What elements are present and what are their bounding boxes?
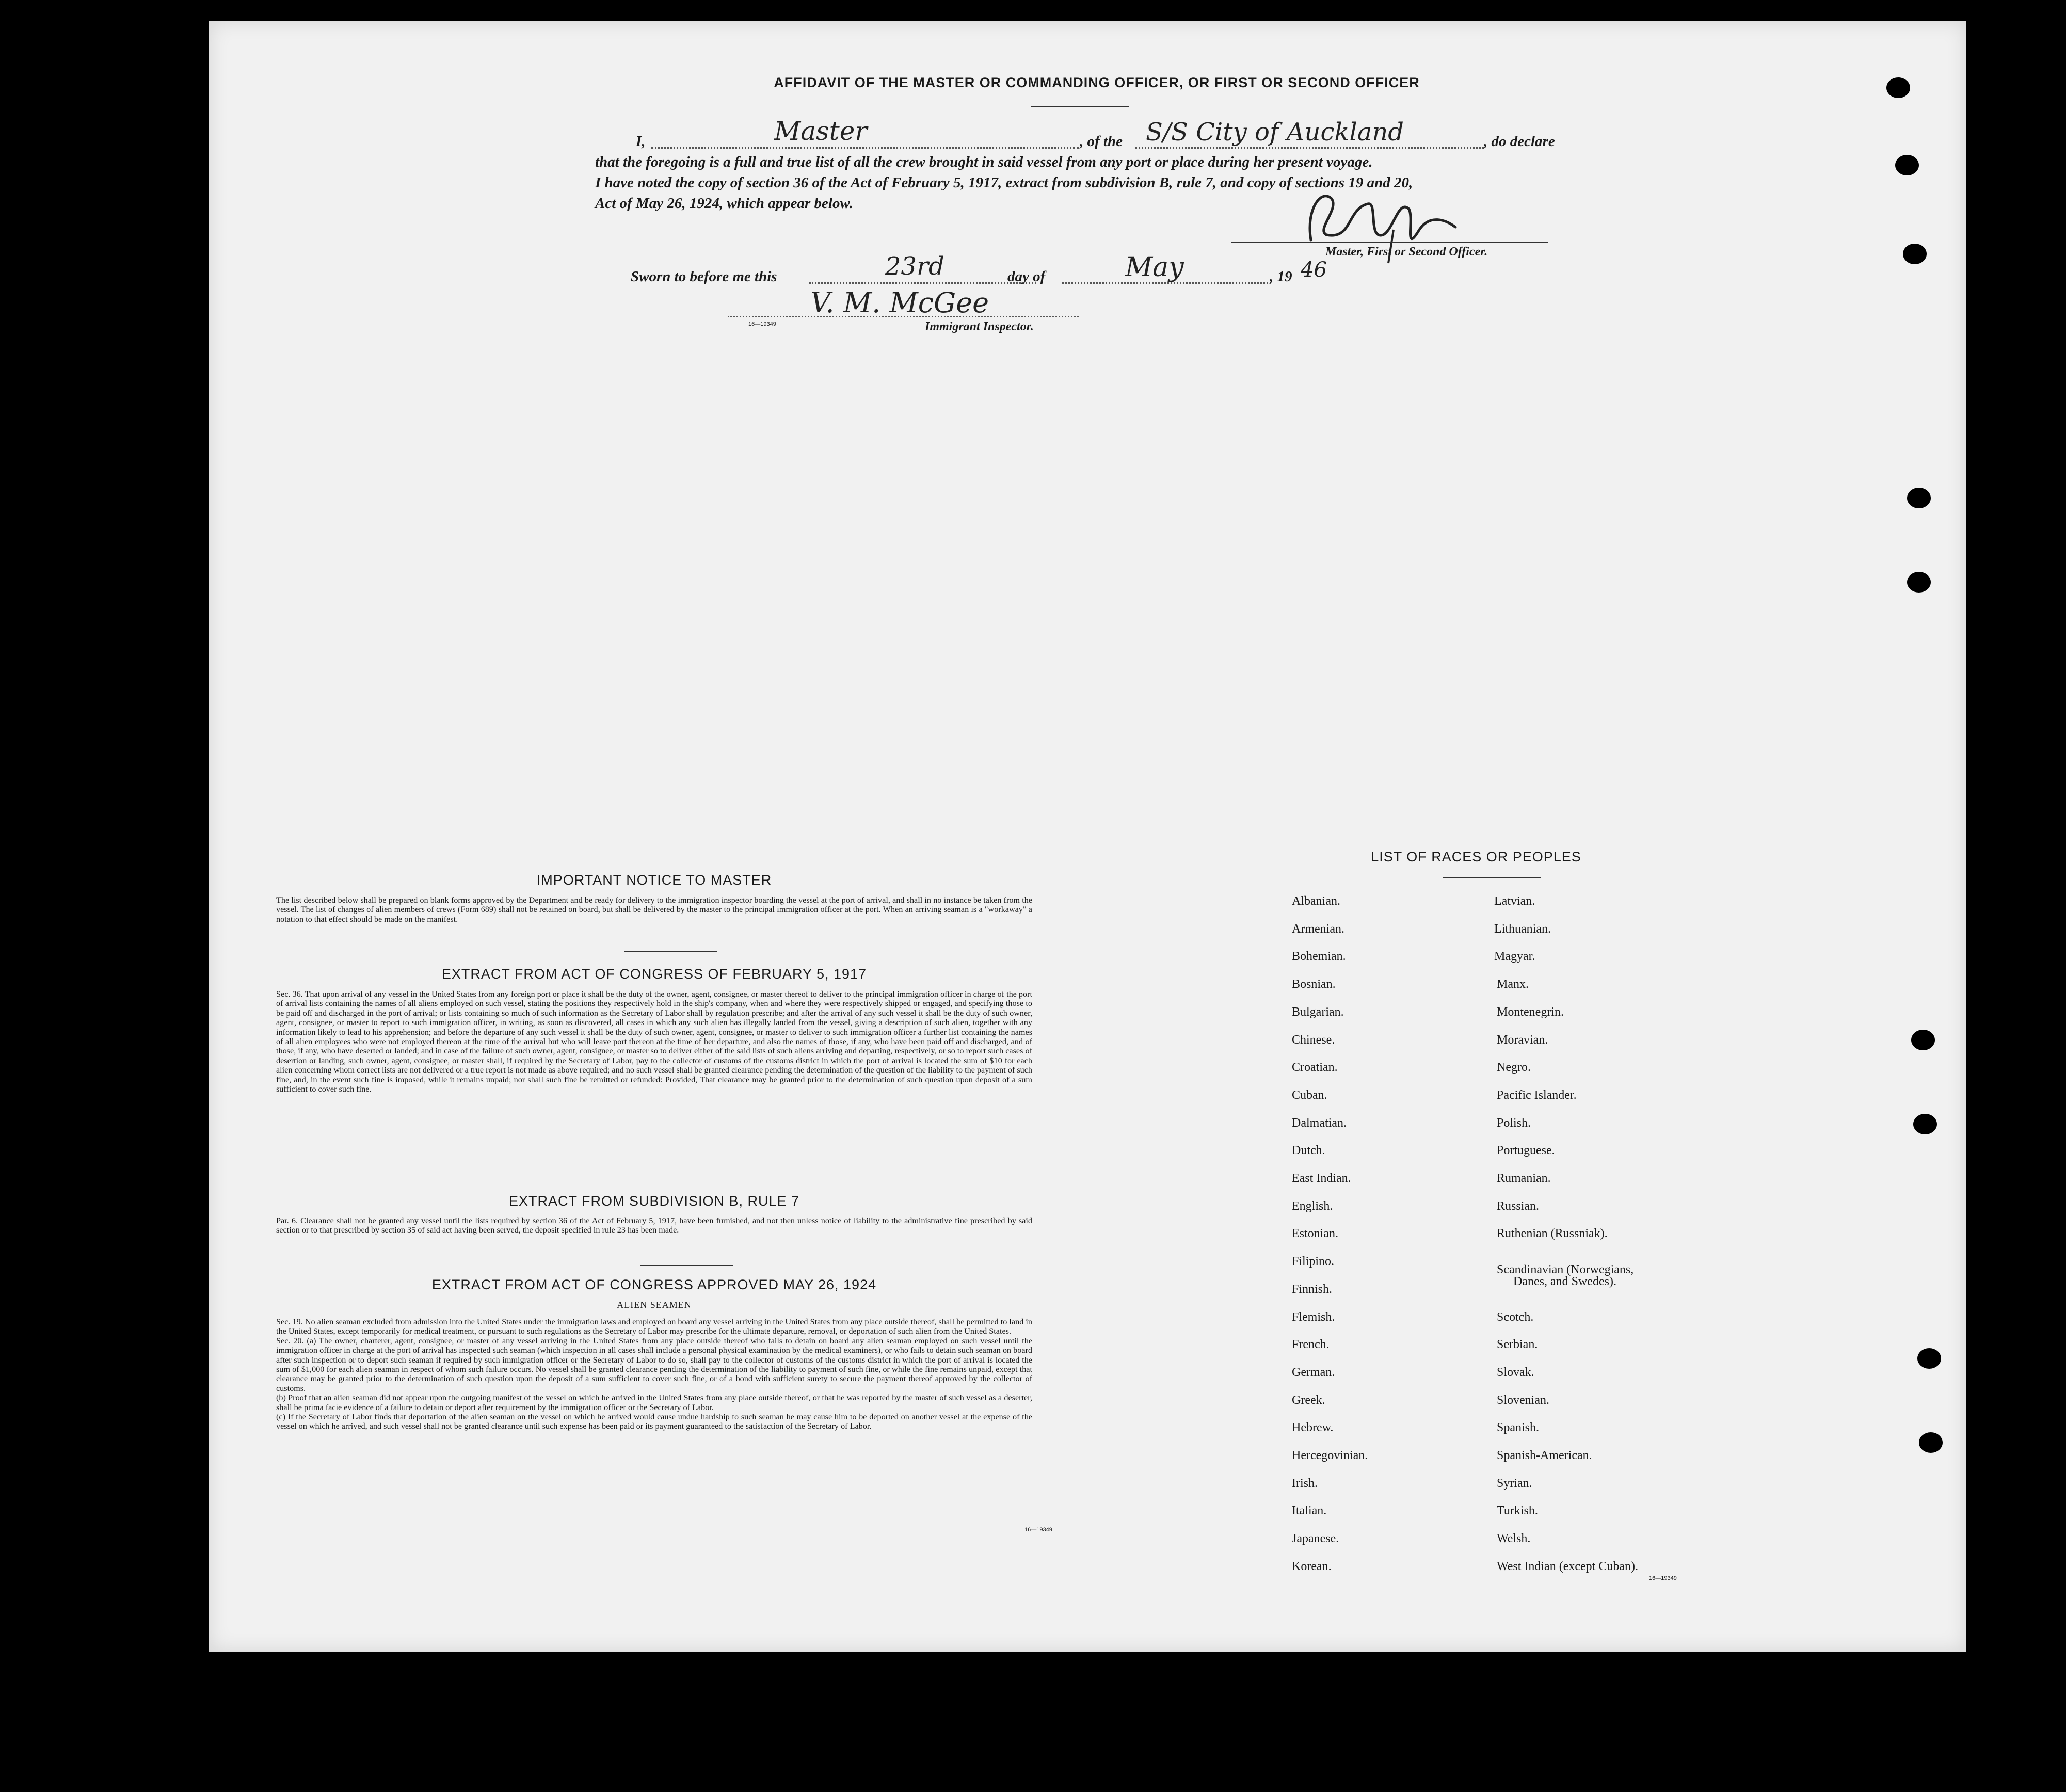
rule7-title: EXTRACT FROM SUBDIVISION B, RULE 7 [508, 1193, 800, 1209]
race-item: Armenian. [1292, 922, 1344, 936]
race-item: Bulgarian. [1292, 1005, 1344, 1019]
race-item: Bohemian. [1292, 950, 1346, 963]
year-prefix: , 19 [1270, 268, 1292, 285]
race-item: Greek. [1292, 1394, 1325, 1407]
punch-hole [1907, 488, 1931, 508]
sec20a-body: Sec. 20. (a) The owner, charterer, agent, consignee, or master of any vessel arriving in the United States from any place outside thereof who fails to detain on board any alien seaman employed on such vessel until the immigration officer in charge at the port of arrival has inspected such seaman (which inspection in all cases shall include a personal physical examination by the medical examiners), or who fails to detain such seaman on board after such inspection or to deport such seaman if required by such immigration officer or the Secretary of Labor to do so, shall pay to the collector of customs of the customs district in which the port of arrival is located the sum of $1,000 for each alien seaman in respect of whom such failure occurs. No vessel shall be granted clearance pending the determination of the liability to payment of such fine, or while the fine remains unpaid, except that clearance may be granted prior to the determination of such question upon the deposit of a sum sufficient to cover such fine, or of a bond with sufficient surety to secure the payment thereof approved by the collector of customs. [276, 1336, 1032, 1393]
race-item: Rumanian. [1497, 1172, 1551, 1185]
race-item: Korean. [1292, 1560, 1332, 1573]
do-declare-label: , do declare [1484, 133, 1555, 150]
rule7-text-block [276, 1216, 1032, 1235]
race-item: Irish. [1292, 1477, 1318, 1490]
punch-hole [1911, 1030, 1935, 1050]
race-item: Filipino. [1292, 1255, 1335, 1268]
extract-1924-text-block [276, 1317, 1032, 1431]
signature-caption: Master, First or Second Officer. [1325, 245, 1488, 259]
race-item: Dutch. [1292, 1144, 1325, 1157]
race-item: Welsh. [1497, 1532, 1531, 1545]
race-item: Magyar. [1494, 950, 1535, 963]
punch-hole [1917, 1348, 1941, 1369]
affidavit-line4: Act of May 26, 1924, which appear below. [595, 195, 853, 212]
punch-hole [1907, 572, 1931, 593]
race-item: Syrian. [1497, 1477, 1532, 1490]
race-item: East Indian. [1292, 1172, 1351, 1185]
race-item: Cuban. [1292, 1089, 1327, 1102]
race-item: Portuguese. [1497, 1144, 1555, 1157]
signature-line [1231, 242, 1548, 243]
race-item: Scandinavian (Norwegians, [1497, 1263, 1634, 1276]
race-item: Dalmatian. [1292, 1116, 1347, 1130]
race-item: Italian. [1292, 1504, 1327, 1517]
race-item: Negro. [1497, 1061, 1531, 1074]
race-item: Croatian. [1292, 1061, 1338, 1074]
punch-hole [1895, 155, 1919, 175]
race-item: Hebrew. [1292, 1421, 1334, 1434]
sec19-body: Sec. 19. No alien seaman excluded from admission into the United States under the immigration laws and employed on board any vessel arriving in the United States from any place outside thereof, shall be permitted to land in the United States, except temporarily for medical treatment, or pursuant to such regulations as the Secretary of Labor may prescribe for the ultimate departure, removal, or deportation of such alien from the United States. [276, 1317, 1032, 1336]
race-item: Latvian. [1494, 894, 1535, 908]
affidavit-title: AFFIDAVIT OF THE MASTER OR COMMANDING OFFICER, OR FIRST OR SECOND OFFICER [774, 75, 1420, 90]
divider [624, 951, 717, 952]
race-item: Japanese. [1292, 1532, 1339, 1545]
sworn-label: Sworn to before me this [631, 268, 777, 285]
divider [1443, 877, 1541, 878]
month-handwritten: May [1125, 252, 1184, 283]
affidavit-i-label: I, [636, 133, 646, 150]
form-number-notice: 16—19349 [1024, 1527, 1052, 1533]
inspector-handwritten: V. M. McGee [810, 286, 989, 319]
race-item: Spanish. [1497, 1421, 1540, 1434]
race-item: Polish. [1497, 1116, 1531, 1130]
race-item: Montenegrin. [1497, 1005, 1564, 1019]
form-number-races: 16—19349 [1649, 1575, 1677, 1581]
affidavit-line2: that the foregoing is a full and true list of all the crew brought in said vessel from any port or place during her present voyage. [595, 154, 1373, 170]
inspector-caption: Immigrant Inspector. [925, 320, 1034, 333]
race-item: Slovak. [1497, 1366, 1534, 1379]
affidavit-line3: I have noted the copy of section 36 of the Act of February 5, 1917, extract from subdivision B, rule 7, and copy of sections 19 and 20, [595, 174, 1413, 191]
race-item: Slovenian. [1497, 1394, 1549, 1407]
day-handwritten: 23rd [885, 252, 944, 281]
race-item: Serbian. [1497, 1338, 1538, 1351]
race-item: Lithuanian. [1494, 922, 1551, 936]
officer-fill-line [651, 147, 1079, 149]
of-the-label: , of the [1080, 133, 1123, 150]
notice-text-block [276, 895, 1032, 924]
race-item: Turkish. [1497, 1504, 1538, 1517]
race-item: Albanian. [1292, 894, 1340, 908]
extract-1917-title: EXTRACT FROM ACT OF CONGRESS OF FEBRUARY 5, 1917 [441, 966, 867, 982]
race-item-scandinavian-cont: Danes, and Swedes). [1513, 1275, 1616, 1288]
extract-1917-body: Sec. 36. That upon arrival of any vessel in the United States from any foreign port or place it shall be the duty of the owner, agent, consignee, or master thereof to deliver to the principal immigration officer in charge of the port of arrival lists containing the names of all aliens employed on such vessel, stating the positions they respectively hold in the ship's company, when and where they were respectively shipped or engaged, and specifying those to be paid off and discharged in the port of arrival; or lists containing so much of such information as the Secretary of Labor shall by regulation prescribe; and after the arrival of any such vessel it shall be the duty of such owner, agent, consignee, or master to report to such immigration officer, in writing, as soon as discovered, all cases in which any such alien has illegally landed from the vessel, giving a description of such alien, together with any information likely to lead to his apprehension; and before the departure of any such vessel it shall be the duty of such owner, agent, consignee, or master to deliver to such immigration officer a further list containing the names of all alien employees who were not employed thereon at the time of the arrival but who will leave port thereon at the time of her departure, and also the names of those, if any, who have been paid off and discharged, and of those, if any, who have deserted or landed; and in case of the failure of such owner, agent, consignee, or master so to deliver either of the said lists of such aliens arriving and departing, respectively, or so to report such cases of desertion or landing, such owner, agent, consignee, or master shall, if required by the Secretary of Labor, pay to the collector of customs of the customs district in which the port of arrival is located the sum of $10 for each alien concerning whom correct lists are not delivered or a true report is not made as above required; and no such vessel shall be granted clearance pending the determination of the question of the liability to the payment of such fine, and, in the event such fine is imposed, while it remains unpaid; nor shall such fine be remitted or refunded: Provided, That clearance may be granted prior to the determination of such question upon deposit of a sum sufficient to cover such fine. [276, 989, 1032, 1094]
race-item: French. [1292, 1338, 1330, 1351]
vessel-fill-line [1135, 147, 1484, 149]
race-item: Russian. [1497, 1199, 1540, 1213]
race-item: West Indian (except Cuban). [1497, 1560, 1638, 1573]
year-handwritten: 46 [1301, 258, 1327, 282]
race-item: Scotch. [1497, 1310, 1534, 1324]
form-number: 16—19349 [748, 321, 776, 327]
race-item: Flemish. [1292, 1310, 1335, 1324]
day-of-label: day of [1007, 268, 1046, 285]
notice-title: IMPORTANT NOTICE TO MASTER [536, 872, 772, 888]
race-item: Spanish-American. [1497, 1449, 1592, 1462]
vessel-handwritten: S/S City of Auckland [1146, 118, 1404, 147]
extract-1917-text-block [276, 989, 1032, 1094]
race-item: Chinese. [1292, 1033, 1335, 1047]
officer-handwritten: Master [774, 116, 868, 146]
punch-hole [1903, 244, 1927, 264]
race-item: Hercegovinian. [1292, 1449, 1368, 1462]
extract-1924-title: EXTRACT FROM ACT OF CONGRESS APPROVED MAY 26, 1924 [431, 1277, 877, 1292]
divider [1031, 106, 1129, 107]
divider [640, 1265, 733, 1266]
race-item: Ruthenian (Russniak). [1497, 1227, 1608, 1240]
race-item: Manx. [1497, 978, 1529, 991]
sec20b-body: (b) Proof that an alien seaman did not appear upon the outgoing manifest of the vessel on which he arrived in the United States from any place outside thereof, or that he was reported by the master of such vessel as a deserter, shall be prima facie evidence of a failure to detain or deport after requirement by the immigration officer or the Secretary of Labor. [276, 1393, 1032, 1412]
races-title: LIST OF RACES OR PEOPLES [1371, 849, 1581, 865]
day-fill-line [809, 282, 1036, 284]
punch-hole [1913, 1114, 1937, 1134]
race-item: Estonian. [1292, 1227, 1338, 1240]
rule7-body: Par. 6. Clearance shall not be granted any vessel until the lists required by section 36 of the Act of February 5, 1917, have been furnished, and not then unless notice of liability to the administrative fine prescribed by said section or to that prescribed by section 35 of said act having been served, the deposit specified in rule 23 has been made. [276, 1216, 1032, 1235]
race-item: Bosnian. [1292, 978, 1336, 991]
race-item: Pacific Islander. [1497, 1089, 1577, 1102]
punch-hole [1919, 1432, 1943, 1453]
extract-1924-subtitle: ALIEN SEAMEN [617, 1300, 692, 1310]
race-item: English. [1292, 1199, 1333, 1213]
punch-hole [1886, 77, 1910, 98]
race-item: German. [1292, 1366, 1335, 1379]
race-item: Finnish. [1292, 1283, 1333, 1296]
notice-body: The list described below shall be prepared on blank forms approved by the Department and be ready for delivery to the immigration inspector boarding the vessel at the port of arrival, and shall in no instance be taken from the vessel. The list of changes of alien members of crews (Form 689) shall not be retained on board, but shall be delivered by the master to the principal immigration officer at the port. When an arriving seaman is a "workaway" a notation to that effect should be made on the manifest. [276, 895, 1032, 924]
race-item: Moravian. [1497, 1033, 1548, 1047]
sec20c-body: (c) If the Secretary of Labor finds that deportation of the alien seaman on the vessel on which he arrived would cause undue hardship to such seaman he may cause him to be deported on another vessel at the expense of the vessel on which he arrived, and such vessel shall not be granted clearance until such expense has been paid or its payment guaranteed to the satisfaction of the Secretary of Labor. [276, 1412, 1032, 1431]
